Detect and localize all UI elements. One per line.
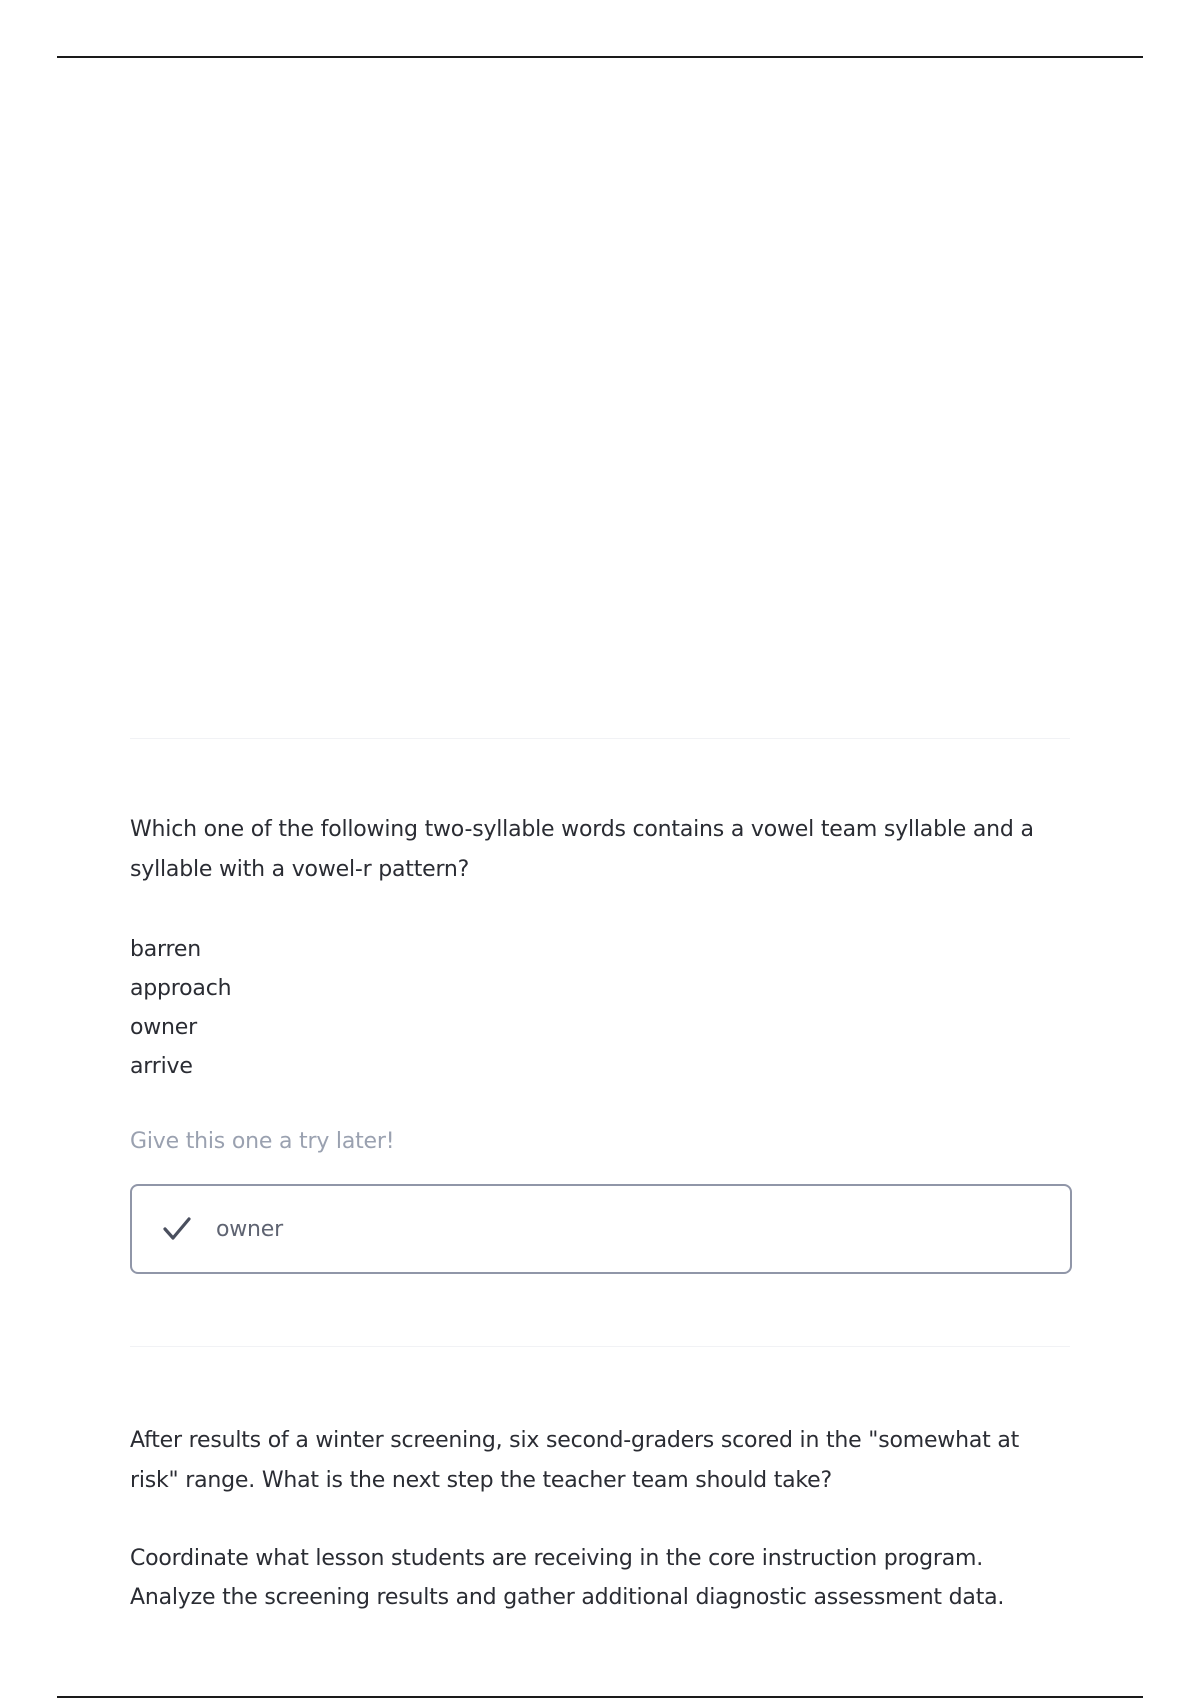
answer-options-list [130,930,1070,1086]
check-icon [160,1212,194,1246]
correct-answer-box [130,1184,1072,1274]
section-divider [130,1346,1070,1347]
section-divider [130,738,1070,739]
option-item[interactable]: approach [130,976,232,1001]
try-later-hint: Give this one a try later! [130,1129,395,1154]
correct-answer-label: owner [216,1216,283,1242]
page-top-rule [57,56,1143,58]
option-item[interactable]: arrive [130,1054,193,1079]
option-item[interactable]: owner [130,1015,197,1040]
option-item[interactable]: barren [130,937,201,962]
question-prompt: Which one of the following two-syllable words contains a vowel team syllable and a syllable with a vowel-r pattern? [130,817,1034,882]
question-prompt: After results of a winter screening, six second-graders scored in the "somewhat at risk" range. What is the next step the teacher team should take? [130,1428,1020,1493]
option-item[interactable]: Analyze the screening results and gather additional diagnostic assessment data. [130,1585,1005,1610]
page-bottom-rule [57,1696,1143,1698]
option-item[interactable]: Coordinate what lesson students are receiving in the core instruction program. [130,1546,984,1571]
answer-options-list [130,1539,1070,1617]
